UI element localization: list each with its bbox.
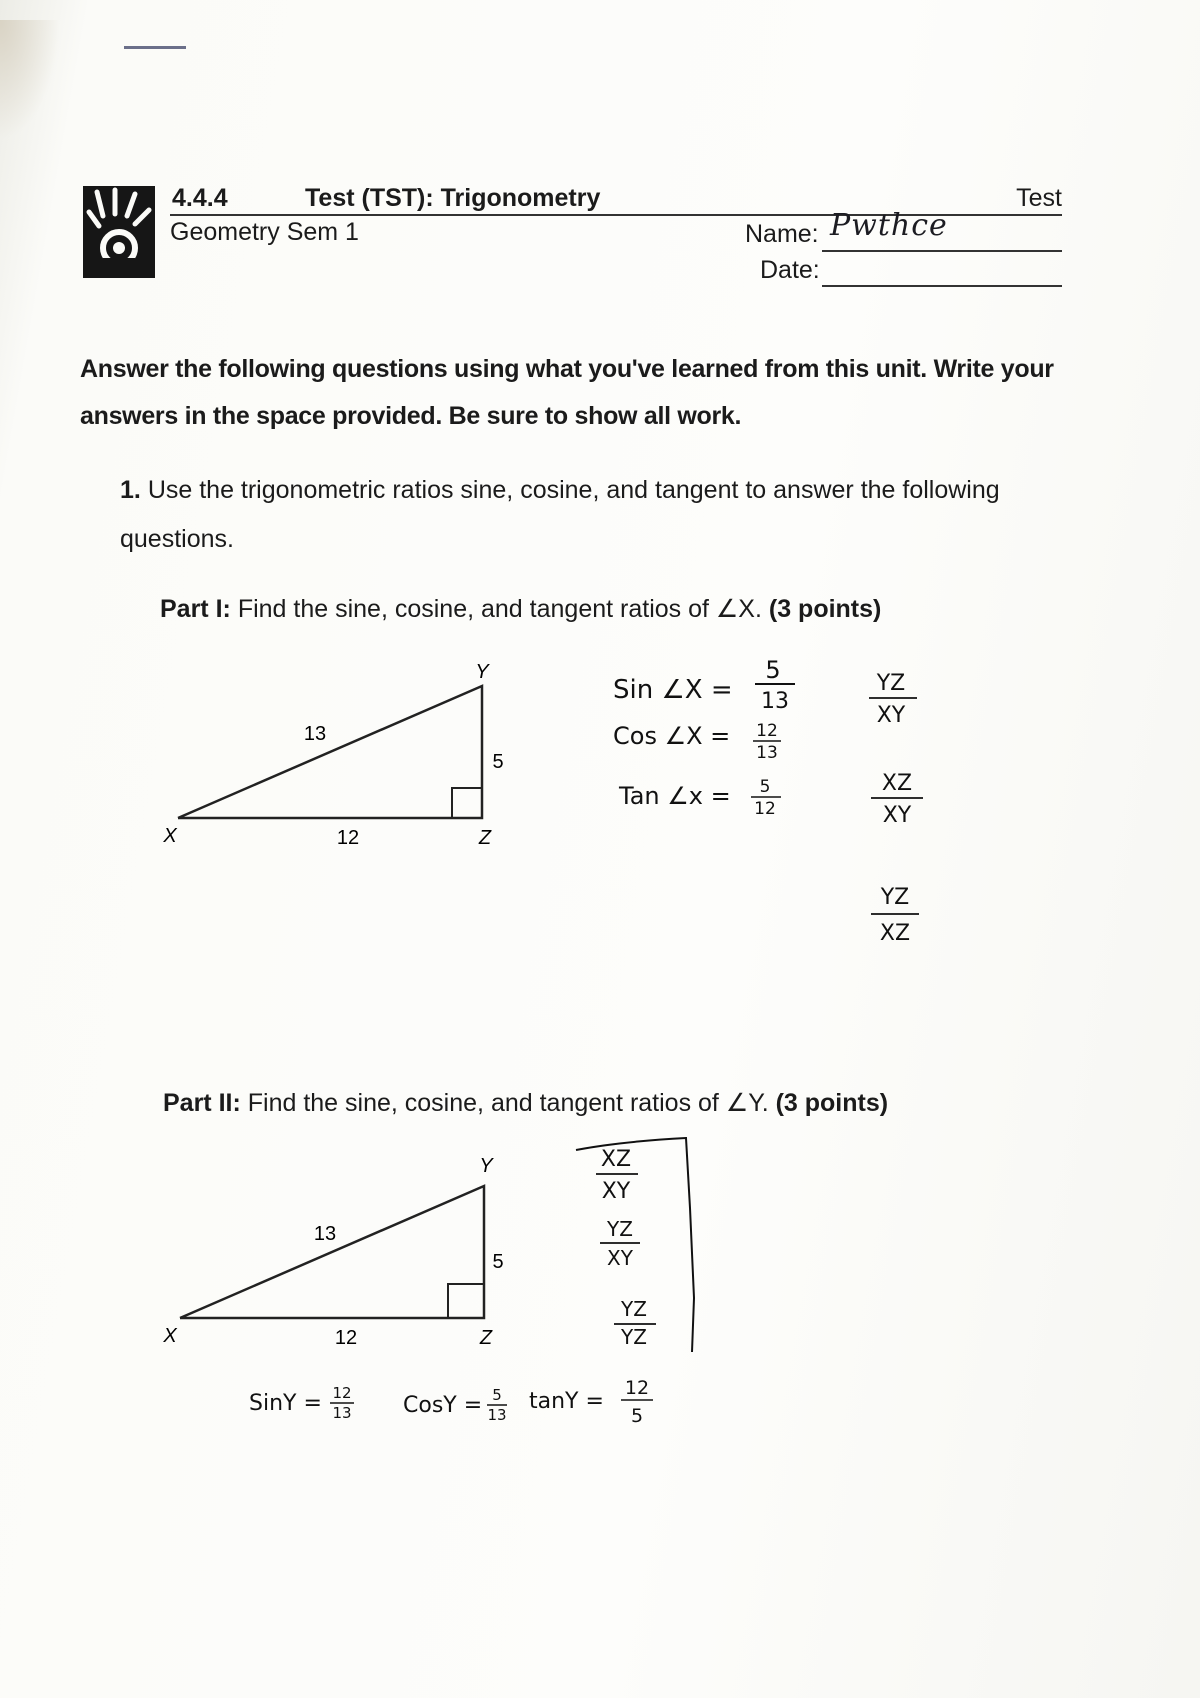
tan-x-num: 5 <box>759 777 771 797</box>
part-1-work <box>605 650 945 950</box>
course-name: Geometry Sem 1 <box>170 218 359 246</box>
instructions: Answer the following questions using what you've learned from this unit. Write your answers in the space provided. Be sure to show all work. <box>80 355 1054 430</box>
tan-y-den: 5 <box>630 1405 644 1427</box>
vertex-y-label: Y <box>479 1155 493 1177</box>
vertex-z-label: Z <box>478 827 492 849</box>
sin-y-den: 13 <box>332 1404 352 1422</box>
school-logo <box>83 186 155 278</box>
vertex-z-label: Z <box>479 1327 493 1349</box>
sin-y-label: SinY = <box>249 1391 322 1416</box>
name-label: Name: <box>745 220 819 248</box>
part-2-triangle <box>150 1150 510 1350</box>
part-1-prompt <box>160 594 881 624</box>
assessment-type: Test <box>1016 184 1062 212</box>
boxed-frac-3-num: YZ <box>621 1297 647 1321</box>
sin-x-den: 13 <box>761 689 789 714</box>
tan-y-label: tanY = <box>529 1389 604 1414</box>
part-2-prompt <box>163 1088 888 1118</box>
part-2-side-ratios <box>568 1128 698 1358</box>
question-text: Use the trigonometric ratios sine, cosine, and tangent to answer the following questions. <box>120 476 1000 553</box>
hypotenuse-label: 13 <box>303 723 327 745</box>
adjacent-label: 12 <box>336 827 360 849</box>
cos-x-den: 13 <box>756 743 778 763</box>
part-1-triangle <box>150 660 510 850</box>
adjacent-label: 12 <box>334 1327 358 1349</box>
part-2-text: Find the sine, cosine, and tangent ratios of ∠Y. <box>247 1089 769 1117</box>
question-1 <box>120 466 1050 564</box>
part-2-label: Part II: <box>163 1089 241 1117</box>
side-frac-1-num: YZ <box>876 671 906 696</box>
sin-x-num: 5 <box>765 656 781 684</box>
date-label: Date: <box>760 256 820 284</box>
sin-x-label: Sin ∠X = <box>613 675 733 705</box>
boxed-frac-1-den: XY <box>601 1179 631 1204</box>
date-line <box>822 285 1062 287</box>
cos-x-num: 12 <box>756 721 778 741</box>
part-2-points: (3 points) <box>775 1089 889 1117</box>
paper-shadow <box>0 20 60 140</box>
side-frac-3-num: YZ <box>880 885 910 910</box>
part-2-answers <box>245 1370 675 1440</box>
part-1-text: Find the sine, cosine, and tangent ratios of ∠X. <box>237 595 762 623</box>
part-1-label: Part I: <box>160 595 231 623</box>
part-1-points: (3 points) <box>768 595 882 623</box>
boxed-frac-2-num: YZ <box>607 1217 633 1241</box>
boxed-frac-3-den: YZ <box>621 1325 647 1349</box>
opposite-label: 5 <box>492 1251 504 1273</box>
lesson-number: 4.4.4 <box>172 184 228 212</box>
question-number: 1. <box>120 476 141 504</box>
tan-y-num: 12 <box>624 1377 650 1399</box>
cos-x-label: Cos ∠X = <box>613 722 731 750</box>
side-frac-3-den: XZ <box>879 921 911 946</box>
scan-mark <box>124 46 186 49</box>
hypotenuse-label: 13 <box>313 1223 337 1245</box>
boxed-frac-1-num: XZ <box>600 1147 632 1172</box>
side-frac-2-num: XZ <box>881 771 913 796</box>
cos-y-den: 13 <box>487 1406 507 1424</box>
sin-y-num: 12 <box>332 1384 352 1402</box>
boxed-frac-2-den: XY <box>607 1246 633 1270</box>
opposite-label: 5 <box>492 751 504 773</box>
tan-x-label: Tan ∠x = <box>619 782 731 810</box>
vertex-y-label: Y <box>475 661 489 683</box>
cos-y-label: CosY = <box>403 1393 483 1418</box>
vertex-x-label: X <box>163 1325 177 1347</box>
cos-y-num: 5 <box>492 1386 502 1404</box>
side-frac-2-den: XY <box>882 803 912 828</box>
side-frac-1-den: XY <box>876 703 906 728</box>
name-line <box>822 250 1062 252</box>
test-title: Test (TST): Trigonometry <box>305 184 601 212</box>
name-value-handwritten: Pwthce <box>830 208 948 243</box>
tan-x-den: 12 <box>754 799 776 819</box>
vertex-x-label: X <box>163 825 177 847</box>
